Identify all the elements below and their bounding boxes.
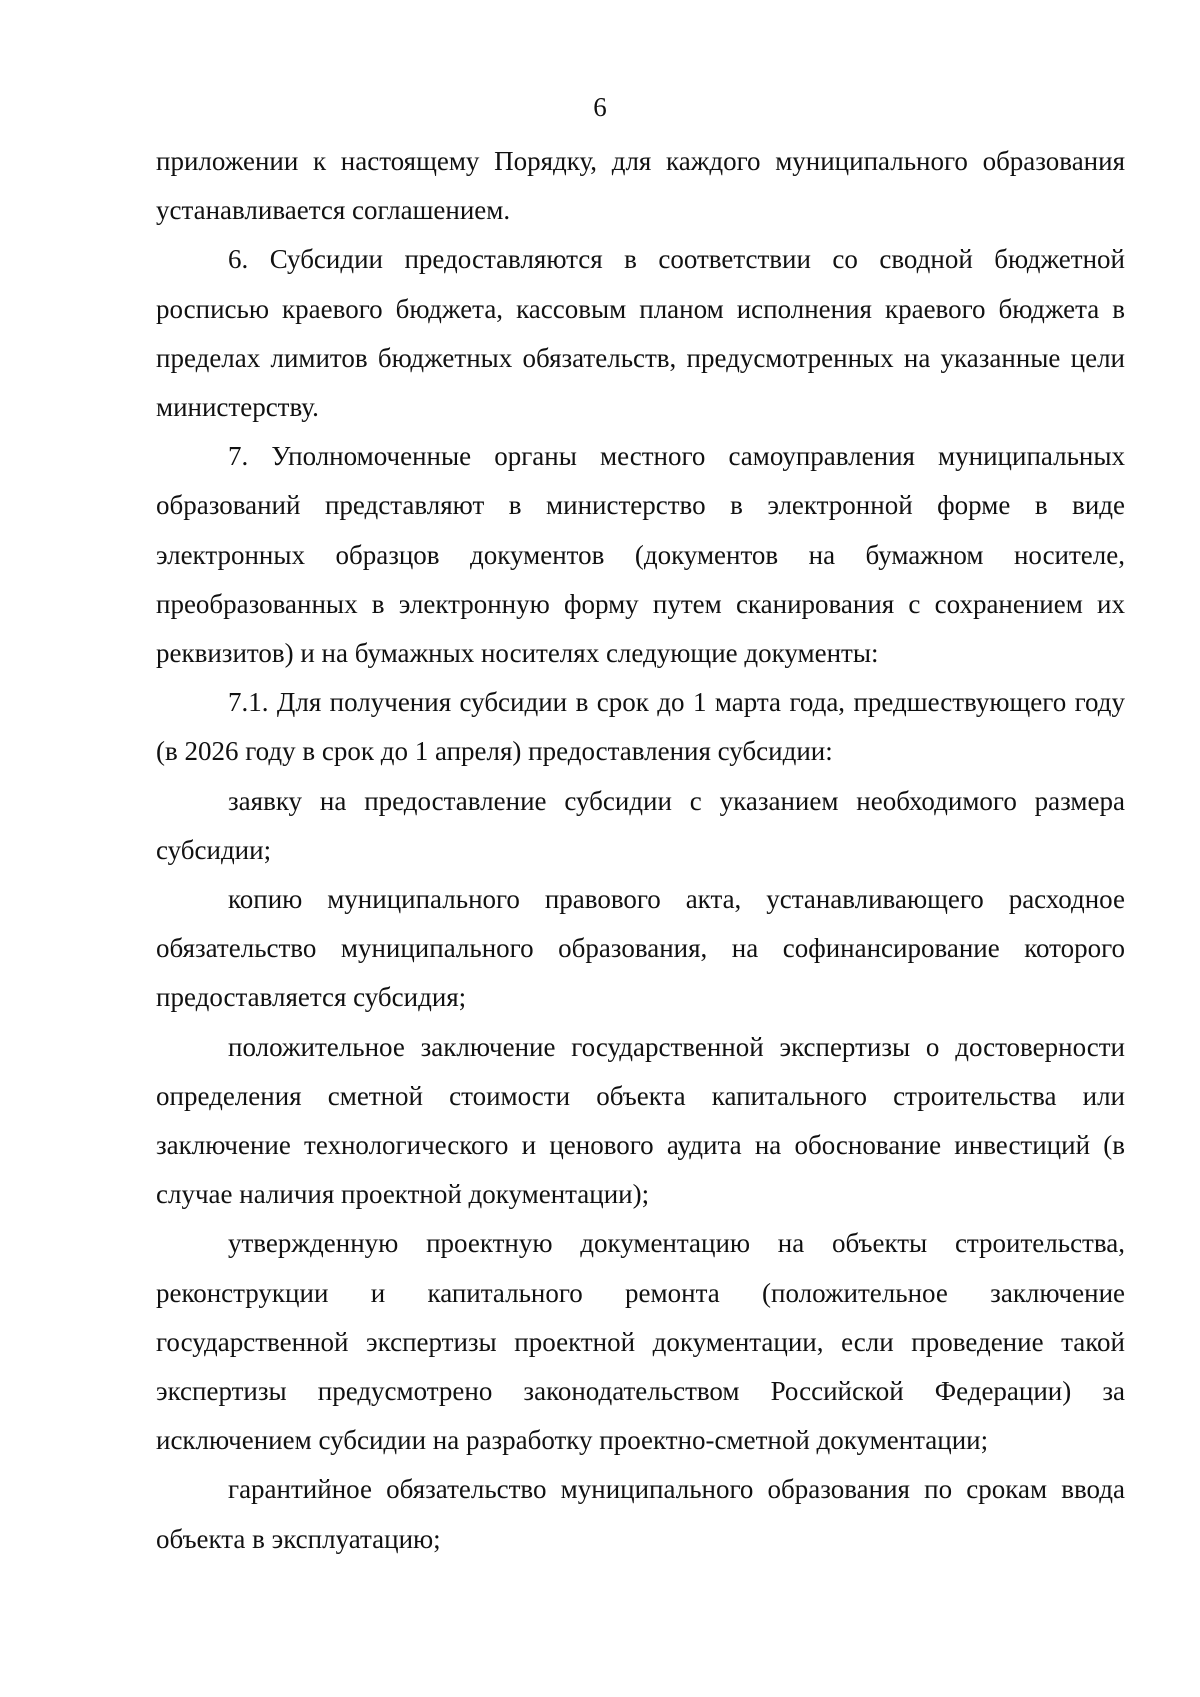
paragraph-guarantee-obligation: гарантийное обязательство муниципального образования по срокам ввода объекта в эксплуатацию; bbox=[156, 1474, 1125, 1554]
paragraph-item-7: 7. Уполномоченные органы местного самоуправления муниципальных образований представляют в министерство в электронной форме в виде электронных образцов документов (документов на бумажном носителе, преобразованных в электронную форму путем сканирования с сохранением их реквизитов) и на бумажных носителях следующие документы: bbox=[156, 441, 1125, 669]
paragraph-continuation: приложении к настоящему Порядку, для каждого муниципального образования устанавливается соглашением. bbox=[156, 146, 1125, 226]
paragraph-project-documentation: утвержденную проектную документацию на объекты строительства, реконструкции и капитального ремонта (положительное заключение государственной экспертизы проектной документации, если проведение такой экспертизы предусмотрено законодательством Российской Федерации) за исключением субсидии на разработку проектно-сметной документации; bbox=[156, 1228, 1125, 1456]
document-body bbox=[156, 137, 1125, 1564]
paragraph-application: заявку на предоставление субсидии с указанием необходимого размера субсидии; bbox=[156, 785, 1125, 865]
page-number: 6 bbox=[593, 92, 607, 122]
paragraph-item-6: 6. Субсидии предоставляются в соответствии со сводной бюджетной росписью краевого бюджета, кассовым планом исполнения краевого бюджета в пределах лимитов бюджетных обязательств, предусмотренных на указанные цели министерству. bbox=[156, 244, 1125, 423]
paragraph-expertise-conclusion: положительное заключение государственной экспертизы о достоверности определения сметной стоимости объекта капитального строительства или заключение технологического и ценового аудита на обоснование инвестиций (в случае наличия проектной документации); bbox=[156, 1031, 1125, 1210]
paragraph-item-7-1: 7.1. Для получения субсидии в срок до 1 марта года, предшествующего году (в 2026 году в срок до 1 апреля) предоставления субсидии: bbox=[156, 687, 1125, 767]
paragraph-legal-act-copy: копию муниципального правового акта, устанавливающего расходное обязательство муниципального образования, на софинансирование которого предоставляется субсидия; bbox=[156, 884, 1125, 1013]
